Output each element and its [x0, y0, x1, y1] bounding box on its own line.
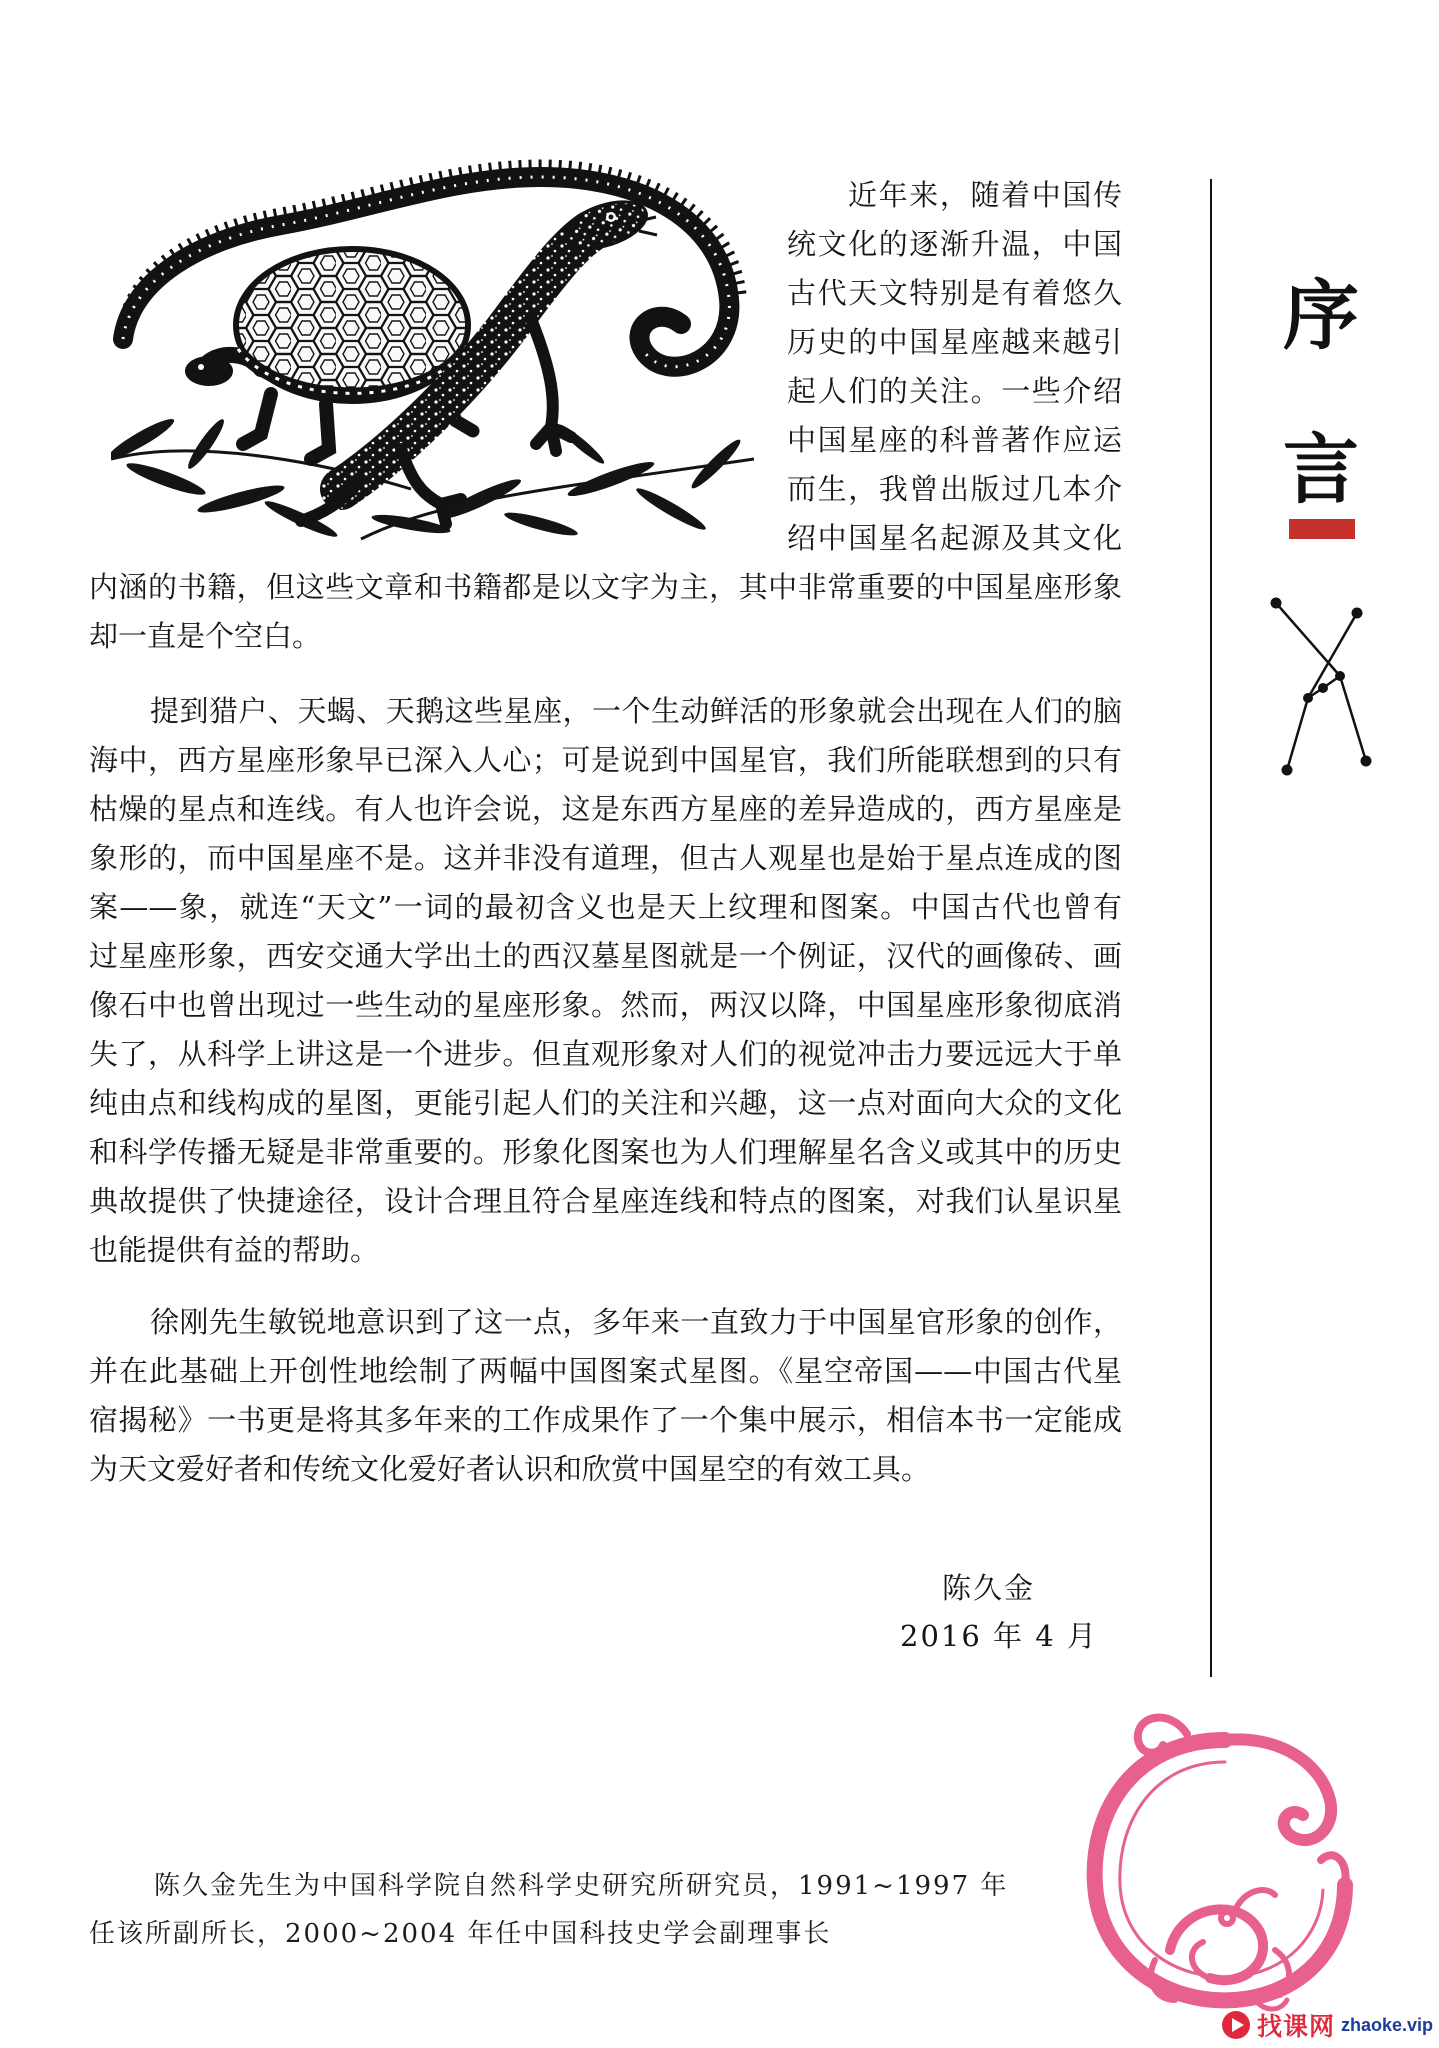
text-line: 近年来，随着中国传 [848, 178, 1122, 212]
text-line: 内涵的书籍，但这些文章和书籍都是以文字为主，其中非常重要的中国星座形象 [89, 570, 1122, 604]
watermark-domain: zhaoke.vip [1340, 2014, 1433, 2035]
watermark-brand: 找课网 [1256, 2012, 1335, 2041]
text-line: 过星座形象，西安交通大学出土的西汉墓星图就是一个例证，汉代的画像砖、画 [89, 939, 1122, 973]
text-line: 也能提供有益的帮助。 [89, 1233, 380, 1267]
text-line: 案——象，就连“天文”一词的最初含义也是天上纹理和图案。中国古代也曾有 [89, 890, 1122, 924]
star-dot [1318, 683, 1328, 693]
text-line: 海中，西方星座形象早已深入人心；可是说到中国星官，我们所能联想到的只有 [89, 743, 1122, 777]
paragraph-1 [89, 171, 1122, 661]
text-line: 绍中国星名起源及其文化 [787, 521, 1122, 555]
signature-date: 2016 年 4 月 [900, 1619, 1098, 1653]
text-line: 宿揭秘》一书更是将其多年来的工作成果作了一个集中展示，相信本书一定能成 [89, 1403, 1122, 1437]
text-line: 为天文爱好者和传统文化爱好者认识和欣赏中国星空的有效工具。 [89, 1452, 931, 1486]
text-line: 提到猎户、天蝎、天鹅这些星座，一个生动鲜活的形象就会出现在人们的脑 [150, 694, 1122, 728]
star-dot [1303, 693, 1313, 703]
text-line: 古代天文特别是有着悠久 [787, 276, 1122, 310]
constellation-icon [1250, 580, 1390, 790]
paragraph-3 [89, 1298, 1122, 1494]
star-dot [1335, 671, 1345, 681]
phoenix-ornament [1075, 1700, 1360, 2020]
text-line: 而生，我曾出版过几本介 [787, 472, 1122, 506]
text-line: 历史的中国星座越来越引 [787, 325, 1122, 359]
footnote-line: 任该所副所长，2000~2004 年任中国科技史学会副理事长 [89, 1919, 832, 1949]
star-dot [1361, 756, 1372, 767]
text-line: 枯燥的星点和连线。有人也许会说，这是东西方星座的差异造成的，西方星座是 [89, 792, 1122, 826]
play-icon [1221, 2010, 1251, 2040]
signature-author: 陈久金 [942, 1571, 1036, 1605]
title-char-1: 序 [1283, 271, 1359, 360]
footnote-line: 陈久金先生为中国科学院自然科学史研究所研究员，1991~1997 年 [154, 1871, 1009, 1901]
text-line: 象形的，而中国星座不是。这并非没有道理，但古人观星也是始于星点连成的图 [89, 841, 1122, 875]
title-char-2: 言 [1283, 425, 1359, 514]
text-line: 起人们的关注。一些介绍 [787, 374, 1122, 408]
watermark [1221, 2008, 1433, 2042]
star-dot [1271, 598, 1282, 609]
text-line: 却一直是个空白。 [89, 619, 322, 653]
paragraph-2 [89, 687, 1122, 1275]
text-line: 和科学传播无疑是非常重要的。形象化图案也为人们理解星名含义或其中的历史 [89, 1135, 1122, 1169]
text-line: 统文化的逐渐升温，中国 [787, 227, 1122, 261]
text-line: 典故提供了快捷途径，设计合理且符合星座连线和特点的图案，对我们认星识星 [89, 1184, 1122, 1218]
text-line: 徐刚先生敏锐地意识到了这一点，多年来一直致力于中国星官形象的创作， [150, 1305, 1122, 1339]
vertical-divider [1210, 179, 1212, 1677]
star-dot [1282, 765, 1293, 776]
text-line: 像石中也曾出现过一些生动的星座形象。然而，两汉以降，中国星座形象彻底消 [89, 988, 1122, 1022]
text-line: 中国星座的科普著作应运 [787, 423, 1122, 457]
text-line: 并在此基础上开创性地绘制了两幅中国图案式星图。《星空帝国——中国古代星 [89, 1354, 1122, 1388]
text-line: 纯由点和线构成的星图，更能引起人们的关注和兴趣，这一点对面向大众的文化 [89, 1086, 1122, 1120]
star-dot [1352, 608, 1363, 619]
title-accent-bar [1289, 519, 1355, 539]
text-line: 失了，从科学上讲这是一个进步。但直观形象对人们的视觉冲击力要远远大于单 [89, 1037, 1122, 1071]
